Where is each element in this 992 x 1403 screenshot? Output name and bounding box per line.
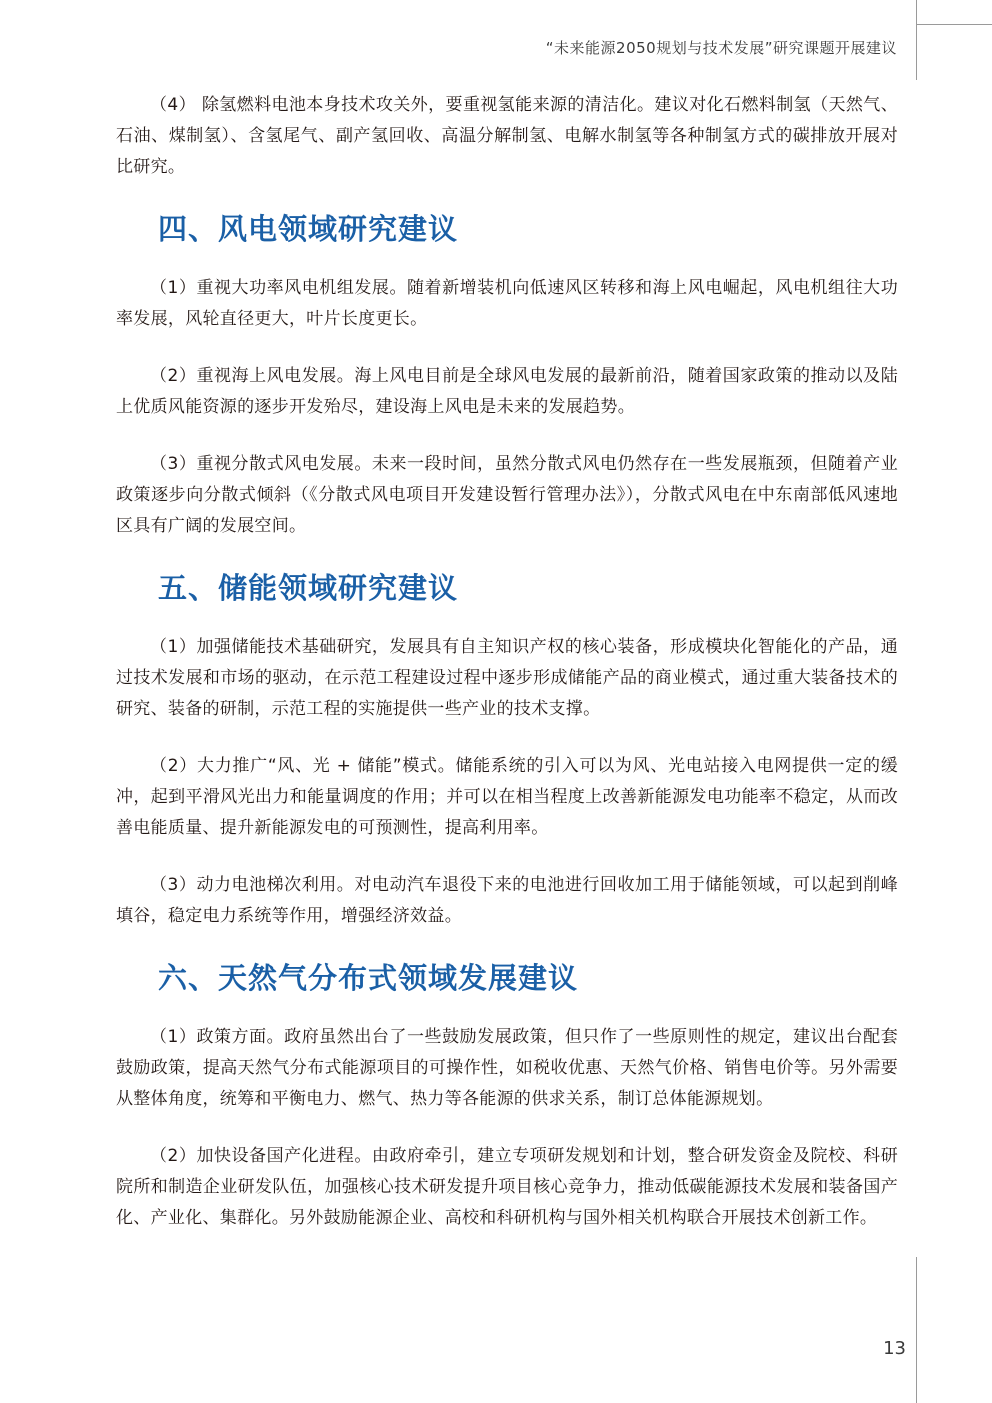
wind-paragraph-3: （3）重视分散式风电发展。未来一段时间，虽然分散式风电仍然存在一些发展瓶颈，但随着产业政策逐步向分散式倾斜（《分散式风电项目开发建设暂行管理办法》），分散式风电在中东南部低风速地区具有广阔的发展空间。 (116, 454, 898, 536)
running-header: “未来能源2050规划与技术发展”研究课题开展建议 (545, 39, 897, 57)
page-number: 13 (883, 1338, 906, 1359)
wind-paragraph-2: （2）重视海上风电发展。海上风电目前是全球风电发展的最新前沿，随着国家政策的推动以及陆上优质风能资源的逐步开发殆尽，建设海上风电是未来的发展趋势。 (116, 366, 898, 417)
storage-paragraph-2: （2）大力推广“风、光 + 储能”模式。储能系统的引入可以为风、光电站接入电网提供一定的缓冲，起到平滑风光出力和能量调度的作用；并可以在相当程度上改善新能源发电功能率不稳定，从而改善电能质量、提升新能源发电的可预测性，提高利用率。 (116, 756, 898, 838)
section-heading-gas: 六、天然气分布式领域发展建议 (158, 961, 579, 995)
storage-paragraph-3: （3）动力电池梯次利用。对电动汽车退役下来的电池进行回收加工用于储能领域，可以起到削峰填谷，稳定电力系统等作用，增强经济效益。 (116, 875, 898, 926)
page-body (116, 90, 898, 1234)
gas-paragraph-2: （2）加快设备国产化进程。由政府牵引，建立专项研发规划和计划，整合研发资金及院校、科研院所和制造企业研发队伍，加强核心技术研发提升项目核心竞争力，推动低碳能源技术发展和装备国产化、产业化、集群化。另外鼓励能源企业、高校和科研机构与国外相关机构联合开展技术创新工作。 (116, 1146, 898, 1228)
gas-paragraph-1: （1）政策方面。政府虽然出台了一些鼓励发展政策，但只作了一些原则性的规定，建议出台配套鼓励政策，提高天然气分布式能源项目的可操作性，如税收优惠、天然气价格、销售电价等。另外需要从整体角度，统筹和平衡电力、燃气、热力等各能源的供求关系，制订总体能源规划。 (116, 1027, 898, 1109)
section-heading-wind: 四、风电领域研究建议 (158, 212, 459, 246)
section-heading-storage: 五、储能领域研究建议 (158, 571, 459, 605)
footer-vertical-rule (916, 1257, 917, 1403)
header-horizontal-rule (916, 24, 992, 25)
intro-paragraph: （4） 除氢燃料电池本身技术攻关外，要重视氢能来源的清洁化。建议对化石燃料制氢（天然气、石油、煤制氢）、含氢尾气、副产氢回收、高温分解制氢、电解水制氢等各种制氢方式的碳排放开展对比研究。 (116, 95, 898, 177)
storage-paragraph-1: （1）加强储能技术基础研究，发展具有自主知识产权的核心装备，形成模块化智能化的产品，通过技术发展和市场的驱动，在示范工程建设过程中逐步形成储能产品的商业模式，通过重大装备技术的研究、装备的研制，示范工程的实施提供一些产业的技术支撑。 (116, 637, 898, 719)
wind-paragraph-1: （1）重视大功率风电机组发展。随着新增装机向低速风区转移和海上风电崛起，风电机组往大功率发展，风轮直径更大，叶片长度更长。 (116, 278, 898, 329)
header-vertical-rule (916, 0, 917, 80)
